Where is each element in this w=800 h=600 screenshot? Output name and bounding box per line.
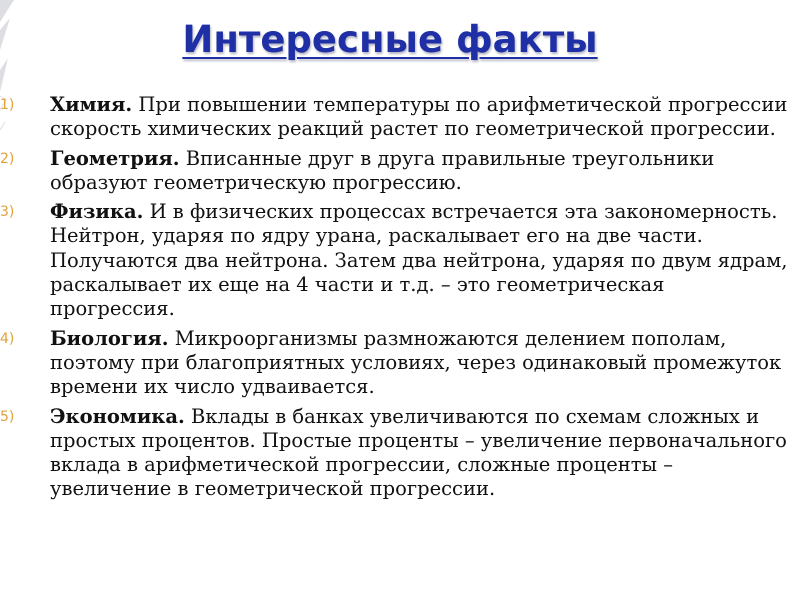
list-marker: 1)	[0, 97, 15, 113]
fact-subject: Экономика.	[50, 404, 185, 428]
fact-item-chemistry	[0, 93, 800, 142]
list-marker: 3)	[0, 204, 15, 221]
fact-text: Вклады в банках увеличиваются по схемам сложных и простых процентов. Простые проценты – увеличение первоначального вклада в арифметической прогрессии, сложные проценты – увеличение в геометрической прогрессии.	[50, 404, 787, 501]
slide-title: Интересные факты	[182, 18, 598, 61]
fact-subject: Геометрия.	[50, 146, 180, 170]
list-marker: 5)	[0, 408, 15, 425]
fact-subject: Химия.	[50, 93, 133, 116]
fact-item-physics	[0, 200, 800, 321]
fact-subject: Физика.	[50, 200, 144, 224]
fact-text: При повышении температуры по арифметической прогрессии скорость химических реакций растет по геометрической прогрессии.	[50, 93, 788, 141]
facts-list	[0, 93, 800, 507]
list-marker: 2)	[0, 150, 15, 167]
list-marker: 4)	[0, 330, 15, 347]
fact-text: Микроорганизмы размножаются делением пополам, поэтому при благоприятных условиях, через одинаковый промежуток времени их число удваивается.	[50, 326, 782, 399]
fact-item-economics	[0, 405, 800, 502]
fact-text: Вписанные друг в друга правильные треугольники образуют геометрическую прогрессию.	[50, 146, 715, 194]
fact-text: И в физических процессах встречается эта закономерность. Нейтрон, ударяя по ядру урана, раскалывает его на две части. Получаются два нейтрона. Затем два нейтрона, ударяя по двум ядрам, раскалывает их еще на 4 части и т.д. – это геометрическая прогрессия.	[50, 200, 788, 321]
fact-item-geometry	[0, 147, 800, 196]
fact-item-biology	[0, 327, 800, 400]
fact-subject: Биология.	[50, 326, 169, 350]
